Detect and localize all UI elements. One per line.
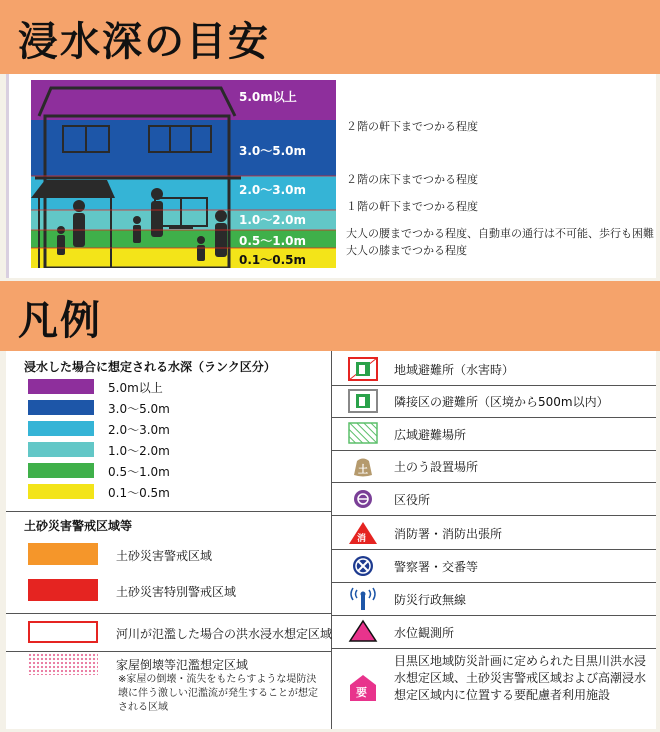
divider [332, 549, 656, 550]
facility-label-7: 防災行政無線 [394, 593, 467, 607]
neighbor-shelter-icon [348, 389, 378, 413]
divider [332, 648, 656, 649]
evacuation-shelter-icon [348, 357, 378, 381]
legend-header [0, 281, 660, 351]
depth-desc-4: 大人の腰までつかる程度、自動車の通行は不可能、歩行も困難 [346, 227, 654, 240]
depth-desc-2: ２階の床下までつかる程度 [346, 173, 478, 186]
depth-band-label-3: 1.0〜2.0m [239, 213, 307, 227]
depth-desc-1: ２階の軒下までつかる程度 [346, 120, 478, 133]
depth-rank-label-5: 0.1〜0.5m [108, 486, 170, 500]
depth-rank-label-4: 0.5〜1.0m [108, 465, 170, 479]
depth-rank-swatch-3 [28, 442, 94, 457]
depth-rank-swatch-1 [28, 400, 94, 415]
depth-rank-label-3: 1.0〜2.0m [108, 444, 170, 458]
house-collapse-label: 家屋倒壊等氾濫想定区域 [116, 658, 249, 672]
depth-rank-swatch-2 [28, 421, 94, 436]
depth-desc-5: 大人の膝までつかる程度 [346, 244, 467, 257]
depth-rank-swatch-4 [28, 463, 94, 478]
divider [6, 613, 332, 614]
depth-band-label-1: 3.0〜5.0m [239, 144, 307, 158]
ward-office-icon [348, 487, 378, 511]
depth-title: 浸水深の目安 [18, 19, 270, 65]
house-collapse-swatch [28, 653, 98, 675]
water-gauge-icon [348, 619, 378, 643]
depth-rank-label-2: 2.0〜3.0m [108, 423, 170, 437]
sediment-warning-label: 土砂災害警戒区域 [116, 549, 213, 563]
divider [332, 385, 656, 386]
divider [332, 482, 656, 483]
sediment-special-label: 土砂災害特別警戒区域 [116, 585, 237, 599]
depth-rank-swatch-5 [28, 484, 94, 499]
legend-right-column [332, 351, 656, 729]
facility-label-1: 隣接区の避難所（区境から500m以内） [394, 395, 609, 409]
facility-label-6: 警察署・交番等 [394, 560, 479, 574]
facility-label-8: 水位観測所 [394, 626, 455, 640]
radio-icon [348, 587, 378, 611]
facility-label-2: 広域避難場所 [394, 428, 467, 442]
river-flood-swatch [28, 621, 98, 643]
divider [332, 582, 656, 583]
divider [332, 417, 656, 418]
fire-station-glyph: 消 [357, 534, 367, 544]
depth-desc-3: １階の軒下までつかる程度 [346, 200, 478, 213]
depth-guide-panel [6, 74, 656, 278]
river-flood-label: 河川が氾濫した場合の洪水浸水想定区域 [116, 627, 333, 641]
divider [332, 615, 656, 616]
depth-band-label-4: 0.5〜1.0m [239, 234, 307, 248]
depth-rank-label-0: 5.0m以上 [108, 381, 163, 395]
depth-rank-swatch-0 [28, 379, 94, 394]
divider [332, 450, 656, 451]
depth-header [0, 0, 660, 74]
police-icon [348, 554, 378, 578]
sediment-title: 土砂災害警戒区域等 [24, 519, 133, 533]
sediment-special-swatch [28, 579, 98, 601]
legend-panel [6, 351, 656, 729]
facility-label-3: 土のう設置場所 [394, 460, 479, 474]
depth-band-label-2: 2.0〜3.0m [239, 183, 307, 197]
divider [6, 651, 332, 652]
facility-label-5: 消防署・消防出張所 [394, 527, 503, 541]
divider [332, 515, 656, 516]
facility-label-9: 目黒区地域防災計画に定められた目黒川洪水浸水想定区域、土砂災害警戒区域および高潮浸水想定区域内に位置する要配慮者利用施設 [394, 654, 647, 702]
depth-band-label-5: 0.1〜0.5m [239, 253, 307, 267]
sandbag-glyph: 土 [358, 465, 368, 476]
house-collapse-note: ※家屋の倒壊・流失をもたらすような堤防決壊に伴う激しい氾濫流が発生することが想定される区域 [118, 674, 318, 713]
sediment-warning-swatch [28, 543, 98, 565]
facility-label-4: 区役所 [394, 493, 431, 507]
legend-title: 凡例 [18, 298, 102, 344]
depth-band-label-0: 5.0m以上 [239, 90, 297, 104]
divider [6, 511, 332, 512]
depth-rank-title: 浸水した場合に想定される水深（ランク区分） [24, 360, 276, 374]
legend-left-column [6, 351, 332, 729]
depth-rank-label-1: 3.0〜5.0m [108, 402, 170, 416]
facility-label-0: 地域避難所（水害時） [394, 363, 515, 377]
wide-area-refuge-icon [348, 422, 378, 446]
care-facility-glyph: 要 [356, 686, 367, 699]
